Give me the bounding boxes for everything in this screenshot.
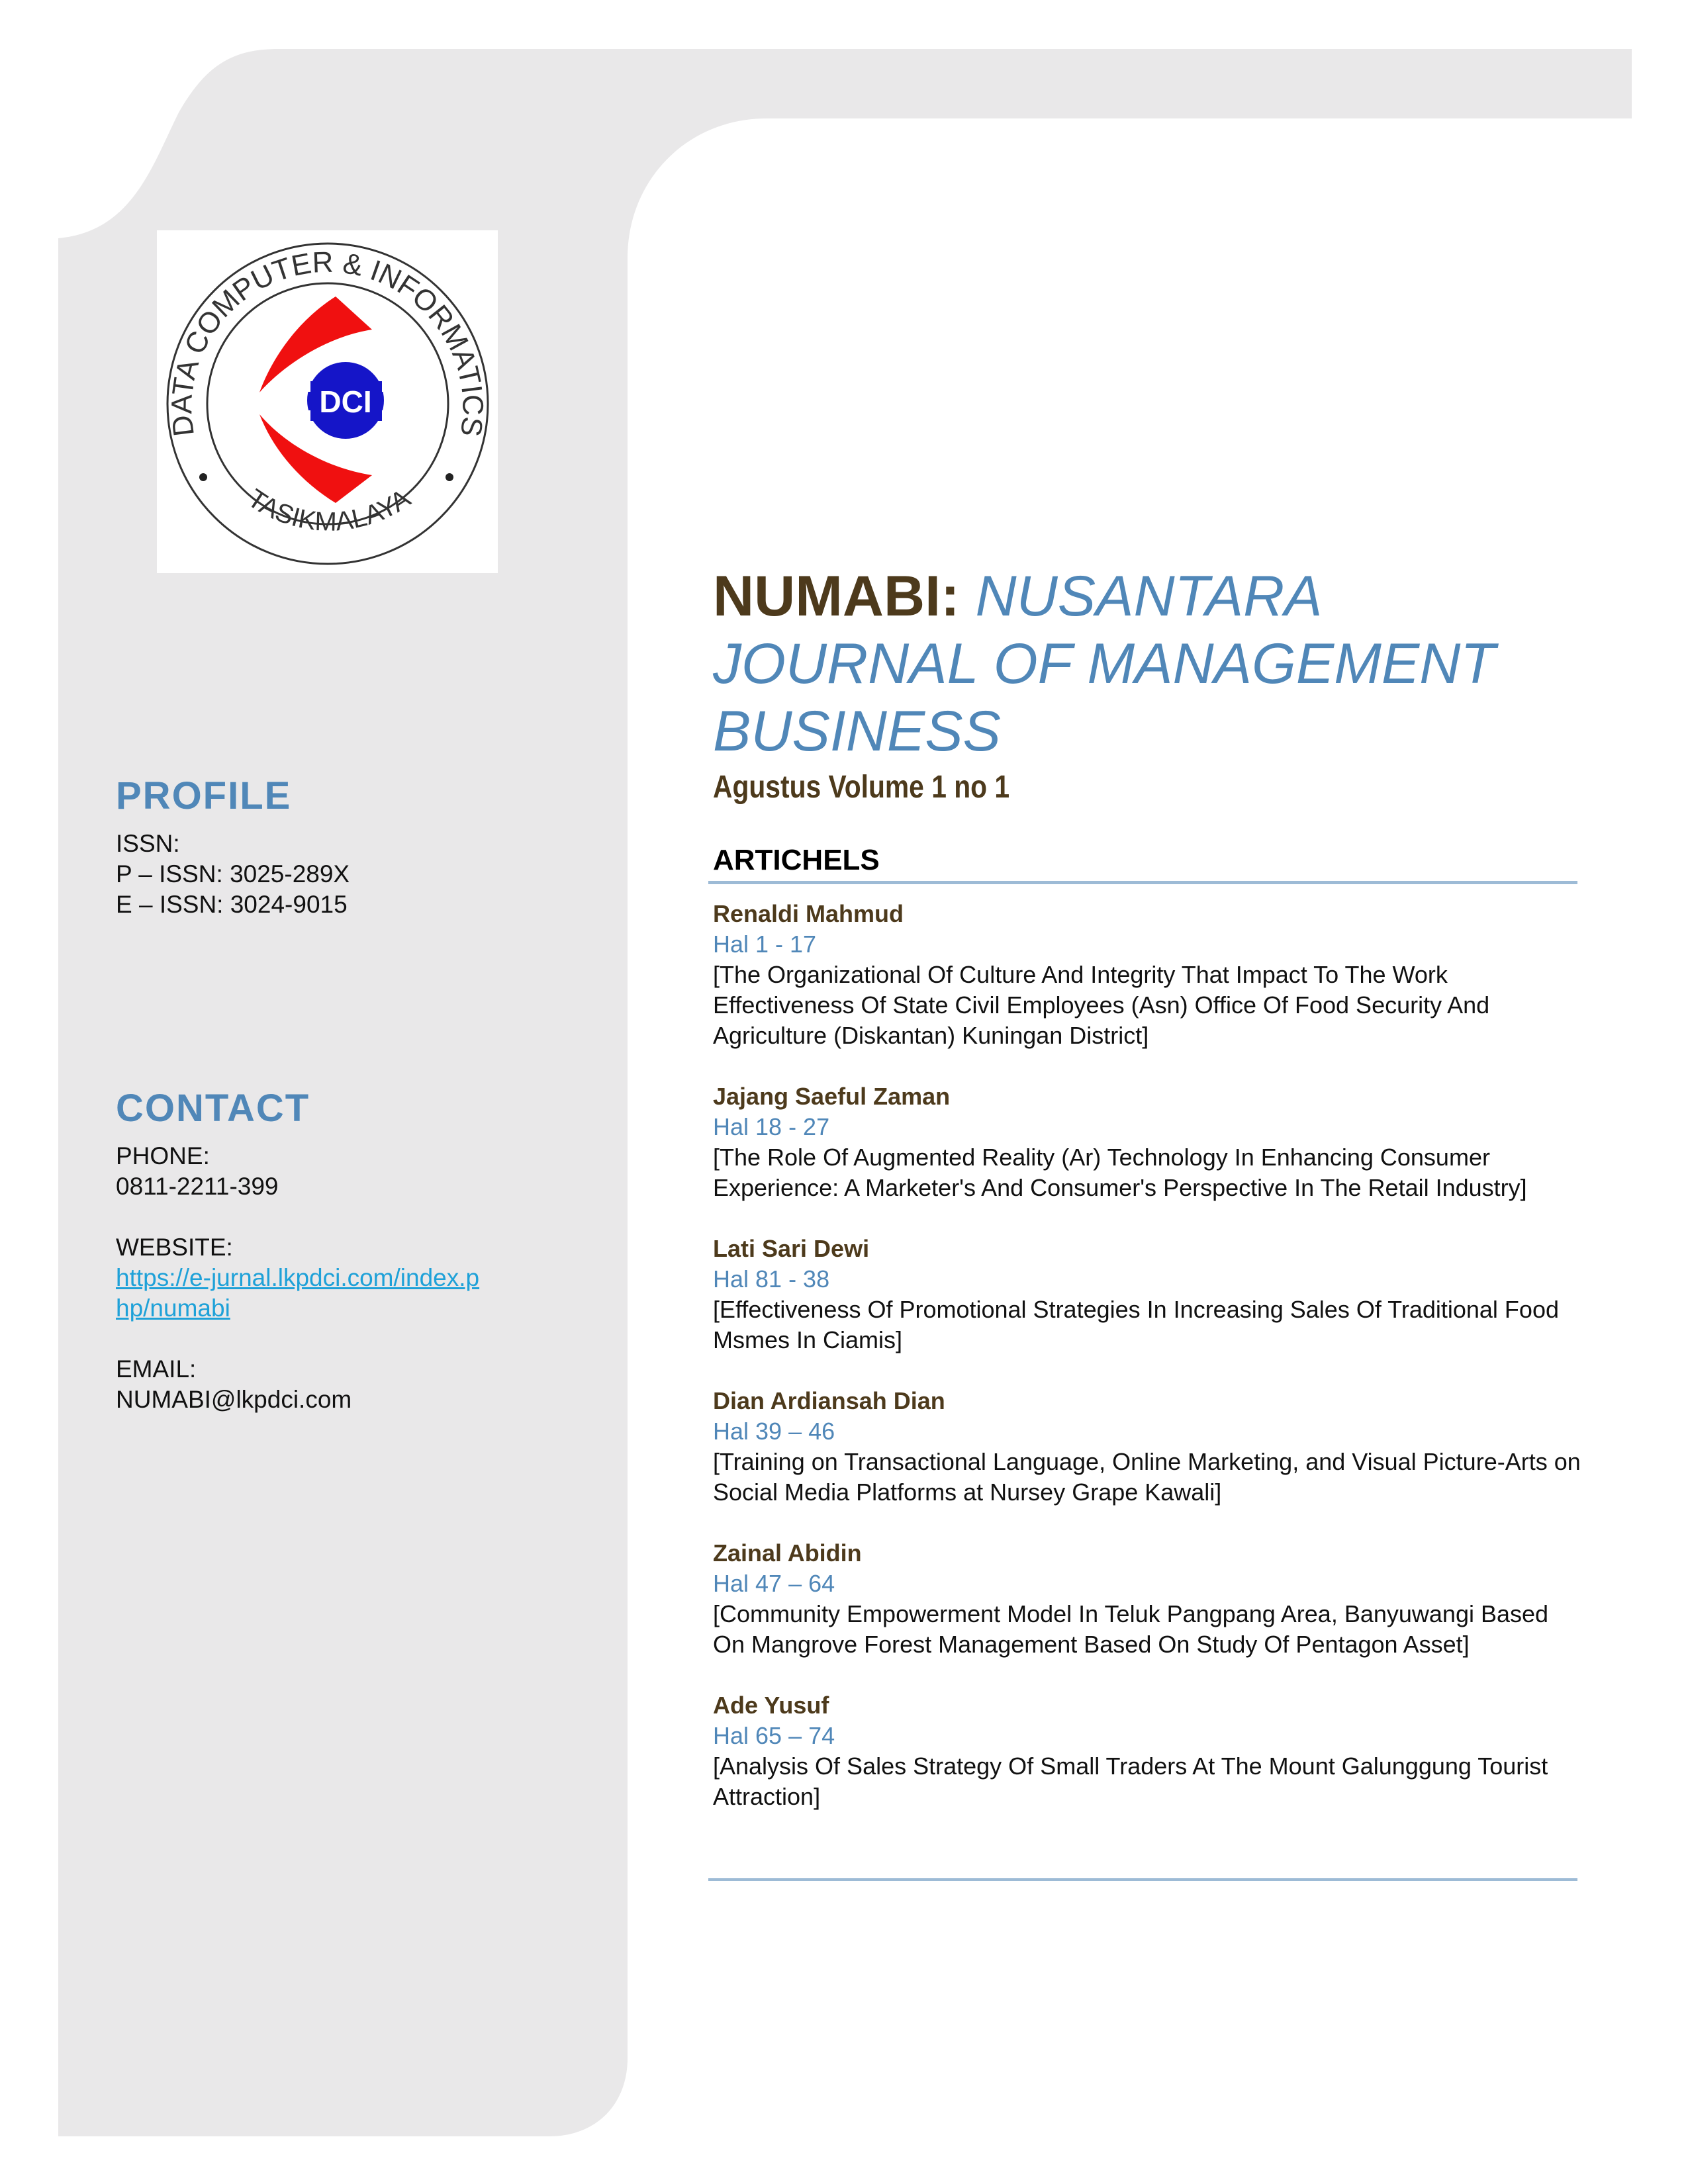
article-item [713, 1386, 1587, 1508]
p-issn: P – ISSN: 3025-289X [116, 860, 350, 887]
article-author: Zainal Abidin [713, 1539, 862, 1567]
article-item [713, 1081, 1587, 1203]
article-item [713, 1234, 1587, 1355]
profile-heading: PROFILE [116, 774, 292, 817]
journal-full-name: NUSANTARA JOURNAL OF MANAGEMENT BUSINESS [713, 565, 1495, 763]
article-item [713, 1690, 1587, 1812]
phone-value: 0811-2211-399 [116, 1173, 279, 1200]
article-pages: Hal 39 – 46 [713, 1418, 835, 1445]
article-item [713, 899, 1587, 1051]
article-author: Lati Sari Dewi [713, 1235, 870, 1262]
contact-section [116, 1085, 579, 1415]
article-title: [Effectiveness Of Promotional Strategies In Increasing Sales Of Traditional Food Msmes In Ciamis] [713, 1296, 1559, 1353]
article-pages: Hal 81 - 38 [713, 1265, 830, 1293]
e-issn: E – ISSN: 3024-9015 [116, 891, 348, 918]
article-author: Renaldi Mahmud [713, 900, 904, 927]
website-label: WEBSITE: [116, 1234, 233, 1261]
bottom-divider [708, 1878, 1577, 1881]
article-title: [Analysis Of Sales Strategy Of Small Traders At The Mount Galunggung Tourist Attraction] [713, 1752, 1548, 1810]
logo-bottom-text: TASIKMALAYA [242, 483, 416, 537]
contact-heading: CONTACT [116, 1087, 310, 1130]
article-title: [Training on Transactional Language, Online Marketing, and Visual Picture-Arts on Social Media Platforms at Nursey Grape Kawali] [713, 1448, 1581, 1506]
issue-label: Agustus Volume 1 no 1 [713, 770, 1010, 805]
article-title: [The Role Of Augmented Reality (Ar) Technology In Enhancing Consumer Experience: A Marketer's And Consumer's Perspective In The Retail Industry] [713, 1144, 1527, 1201]
article-pages: Hal 65 – 74 [713, 1722, 835, 1749]
article-title: [The Organizational Of Culture And Integrity That Impact To The Work Effectiveness Of State Civil Employees (Asn) Office Of Food Security And Agriculture (Diskantan) Kuningan District] [713, 961, 1490, 1049]
article-pages: Hal 47 – 64 [713, 1570, 835, 1597]
article-pages: Hal 1 - 17 [713, 931, 817, 958]
article-item [713, 1538, 1587, 1660]
article-author: Ade Yusuf [713, 1692, 829, 1719]
profile-section [116, 773, 579, 920]
email-value: NUMABI@lkpdci.com [116, 1386, 352, 1413]
article-author: Dian Ardiansah Dian [713, 1387, 945, 1414]
phone-label: PHONE: [116, 1142, 210, 1169]
dci-logo [157, 230, 498, 573]
article-author: Jajang Saeful Zaman [713, 1083, 951, 1110]
website-link[interactable]: https://e-jurnal.lkpdci.com/index.php/numabi [116, 1264, 480, 1322]
logo-top-text: DATA COMPUTER & INFORMATICS [165, 246, 489, 439]
article-pages: Hal 18 - 27 [713, 1113, 830, 1140]
issn-label: ISSN: [116, 830, 180, 857]
journal-short-name: NUMABI: [713, 565, 960, 628]
logo-center-text: DCI [319, 385, 372, 419]
email-label: EMAIL: [116, 1355, 197, 1383]
article-title: [Community Empowerment Model In Teluk Pangpang Area, Banyuwangi Based On Mangrove Forest Management Based On Study Of Pentagon Asset] [713, 1600, 1549, 1658]
articles-heading: ARTICHELS [708, 844, 1577, 884]
main-content [713, 563, 1587, 1812]
journal-title [713, 563, 1587, 765]
